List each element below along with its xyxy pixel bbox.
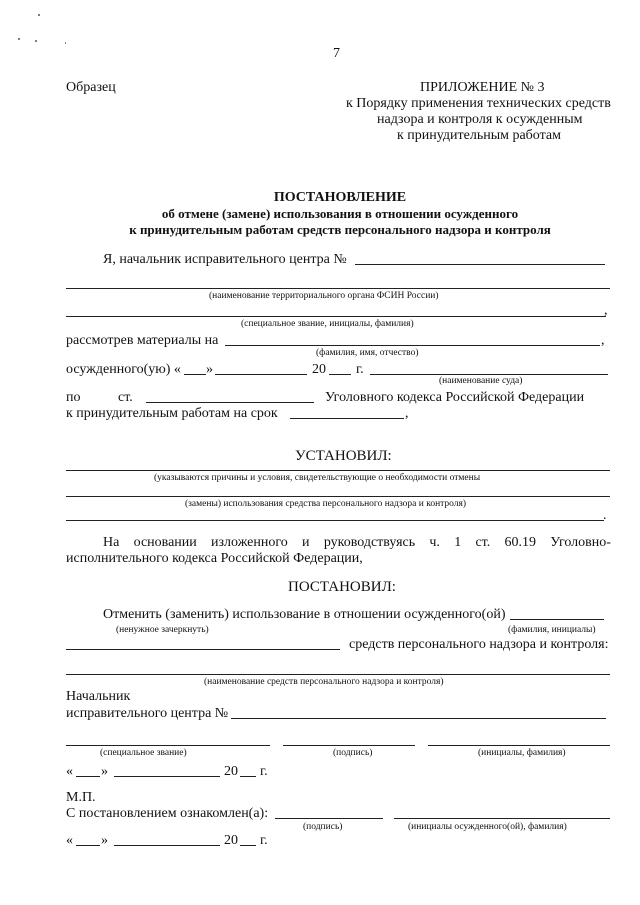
organ-name-field[interactable] (66, 288, 610, 289)
chief-center-number-field[interactable] (231, 718, 606, 719)
reasons-field-line-3[interactable] (66, 520, 604, 521)
sample-label: Образец (66, 80, 116, 95)
basis-word: основании (133, 535, 197, 550)
document-title: ПОСТАНОВЛЕНИЕ (273, 190, 407, 205)
basis-word: Уголовно- (550, 535, 611, 550)
court-name-field[interactable] (370, 374, 608, 375)
scan-speck (38, 14, 40, 16)
basis-word: ч. (429, 535, 440, 550)
intro-text: Я, начальник исправительного центра № (103, 252, 347, 267)
chief-label-line-2: исправительного центра № (66, 706, 229, 721)
hint-initials-surname: (инициалы, фамилия) (478, 748, 566, 758)
document-title-line-3: к принудительным работам средств персонального надзора и контроля (129, 222, 551, 237)
hint-convict-initials: (инициалы осужденного(ой), фамилия) (408, 822, 567, 832)
hint-court: (наименование суда) (439, 376, 523, 386)
reviewed-text: рассмотрев материалы на (66, 333, 219, 348)
date-year-suffix: г. (260, 764, 268, 779)
appendix-label: ПРИЛОЖЕНИЕ № 3 (420, 80, 545, 95)
date-quote-open: « (66, 833, 73, 848)
resolved-heading: ПОСТАНОВИЛ: (288, 579, 396, 595)
verdict-day-field[interactable] (184, 374, 206, 375)
scan-speck (35, 40, 37, 42)
date-quote-close: » (101, 764, 108, 779)
basis-line-2: исполнительного кодекса Российской Федерации, (66, 551, 363, 566)
basis-word: изложенного (211, 535, 288, 550)
means-name-field[interactable] (66, 674, 610, 675)
term-field[interactable] (290, 418, 404, 419)
year-prefix: 20 (312, 362, 326, 377)
basis-word: 60.19 (504, 535, 536, 550)
chief-signature-field[interactable] (283, 745, 415, 746)
center-number-field[interactable] (355, 264, 605, 265)
appendix-ref-line-3: к принудительным работам (397, 128, 561, 143)
ack-date-year-field[interactable] (240, 845, 256, 846)
established-heading: УСТАНОВИЛ: (295, 448, 392, 464)
hint-special-rank: (специальное звание) (100, 748, 187, 758)
period: . (603, 508, 607, 523)
scan-speck (18, 38, 20, 40)
po-text: по (66, 390, 81, 405)
date-year-prefix: 20 (224, 833, 238, 848)
appendix-ref-line-2: надзора и контроля к осужденным (377, 112, 583, 127)
hint-surname-initials: (фамилия, инициалы) (508, 625, 596, 635)
date-year-prefix: 20 (224, 764, 238, 779)
date-month-field[interactable] (114, 776, 220, 777)
reasons-field-line-1[interactable] (66, 470, 610, 471)
hint-means-name: (наименование средств персонального надзора и контроля) (204, 677, 444, 687)
date-year-suffix: г. (260, 833, 268, 848)
cancel-text: Отменить (заменить) использование в отношении осужденного(ой) (103, 607, 506, 622)
basis-line-1 (103, 535, 611, 551)
ack-date-month-field[interactable] (114, 845, 220, 846)
convict-name-sign-field[interactable] (394, 818, 610, 819)
appendix-ref-line-1: к Порядку применения технических средств (346, 96, 611, 111)
chief-rank-name-field[interactable] (66, 316, 606, 317)
acknowledged-text: С постановлением ознакомлен(а): (66, 806, 269, 821)
stamp-place-label: М.П. (66, 790, 96, 805)
article-abbr: ст. (118, 390, 133, 405)
hint-replacement: (замены) использования средства персонального надзора и контроля) (185, 499, 467, 509)
hint-rank-initials: (специальное звание, инициалы, фамилия) (241, 319, 414, 329)
chief-rank-field[interactable] (66, 745, 270, 746)
verdict-month-field[interactable] (215, 374, 307, 375)
term-text: к принудительным работам на срок (66, 406, 278, 421)
hint-reasons: (указываются причины и условия, свидетельствующие о необходимости отмены (154, 473, 481, 483)
means-pre-field[interactable] (66, 649, 340, 650)
date-quote-open: « (66, 764, 73, 779)
scan-speck (65, 42, 66, 44)
article-field[interactable] (146, 402, 314, 403)
ack-date-day-field[interactable] (76, 845, 100, 846)
quote-close: » (206, 362, 213, 377)
comma: , (601, 333, 605, 348)
means-text: средств персонального надзора и контроля: (349, 637, 609, 652)
basis-word: и (302, 535, 310, 550)
convict-signature-field[interactable] (275, 818, 383, 819)
date-day-field[interactable] (76, 776, 100, 777)
hint-signature: (подпись) (333, 748, 373, 758)
date-quote-close: » (101, 833, 108, 848)
basis-word: ст. (475, 535, 491, 550)
basis-word: руководствуясь (323, 535, 416, 550)
reasons-field-line-2[interactable] (66, 496, 610, 497)
basis-word: На (103, 535, 120, 550)
page-number: 7 (333, 46, 340, 61)
year-suffix: г. (356, 362, 364, 377)
hint-signature: (подпись) (303, 822, 343, 832)
verdict-year-field[interactable] (329, 374, 351, 375)
hint-strike-unneeded: (ненужное зачеркнуть) (116, 625, 209, 635)
convict-name-field[interactable] (510, 619, 604, 620)
document-title-line-2: об отмене (замене) использования в отношении осужденного (161, 206, 519, 221)
basis-word: 1 (454, 535, 462, 550)
reviewed-person-field[interactable] (225, 345, 600, 346)
convicted-text: осужденного(ую) « (66, 362, 181, 377)
date-year-field[interactable] (240, 776, 256, 777)
chief-name-field[interactable] (428, 745, 610, 746)
comma: , (405, 406, 409, 421)
criminal-code-text: Уголовного кодекса Российской Федерации (325, 390, 585, 405)
comma: , (604, 303, 608, 318)
hint-territorial-organ: (наименование территориального органа ФСИН России) (209, 291, 439, 301)
hint-fio: (фамилия, имя, отчество) (316, 348, 419, 358)
chief-label: Начальник (66, 689, 131, 704)
